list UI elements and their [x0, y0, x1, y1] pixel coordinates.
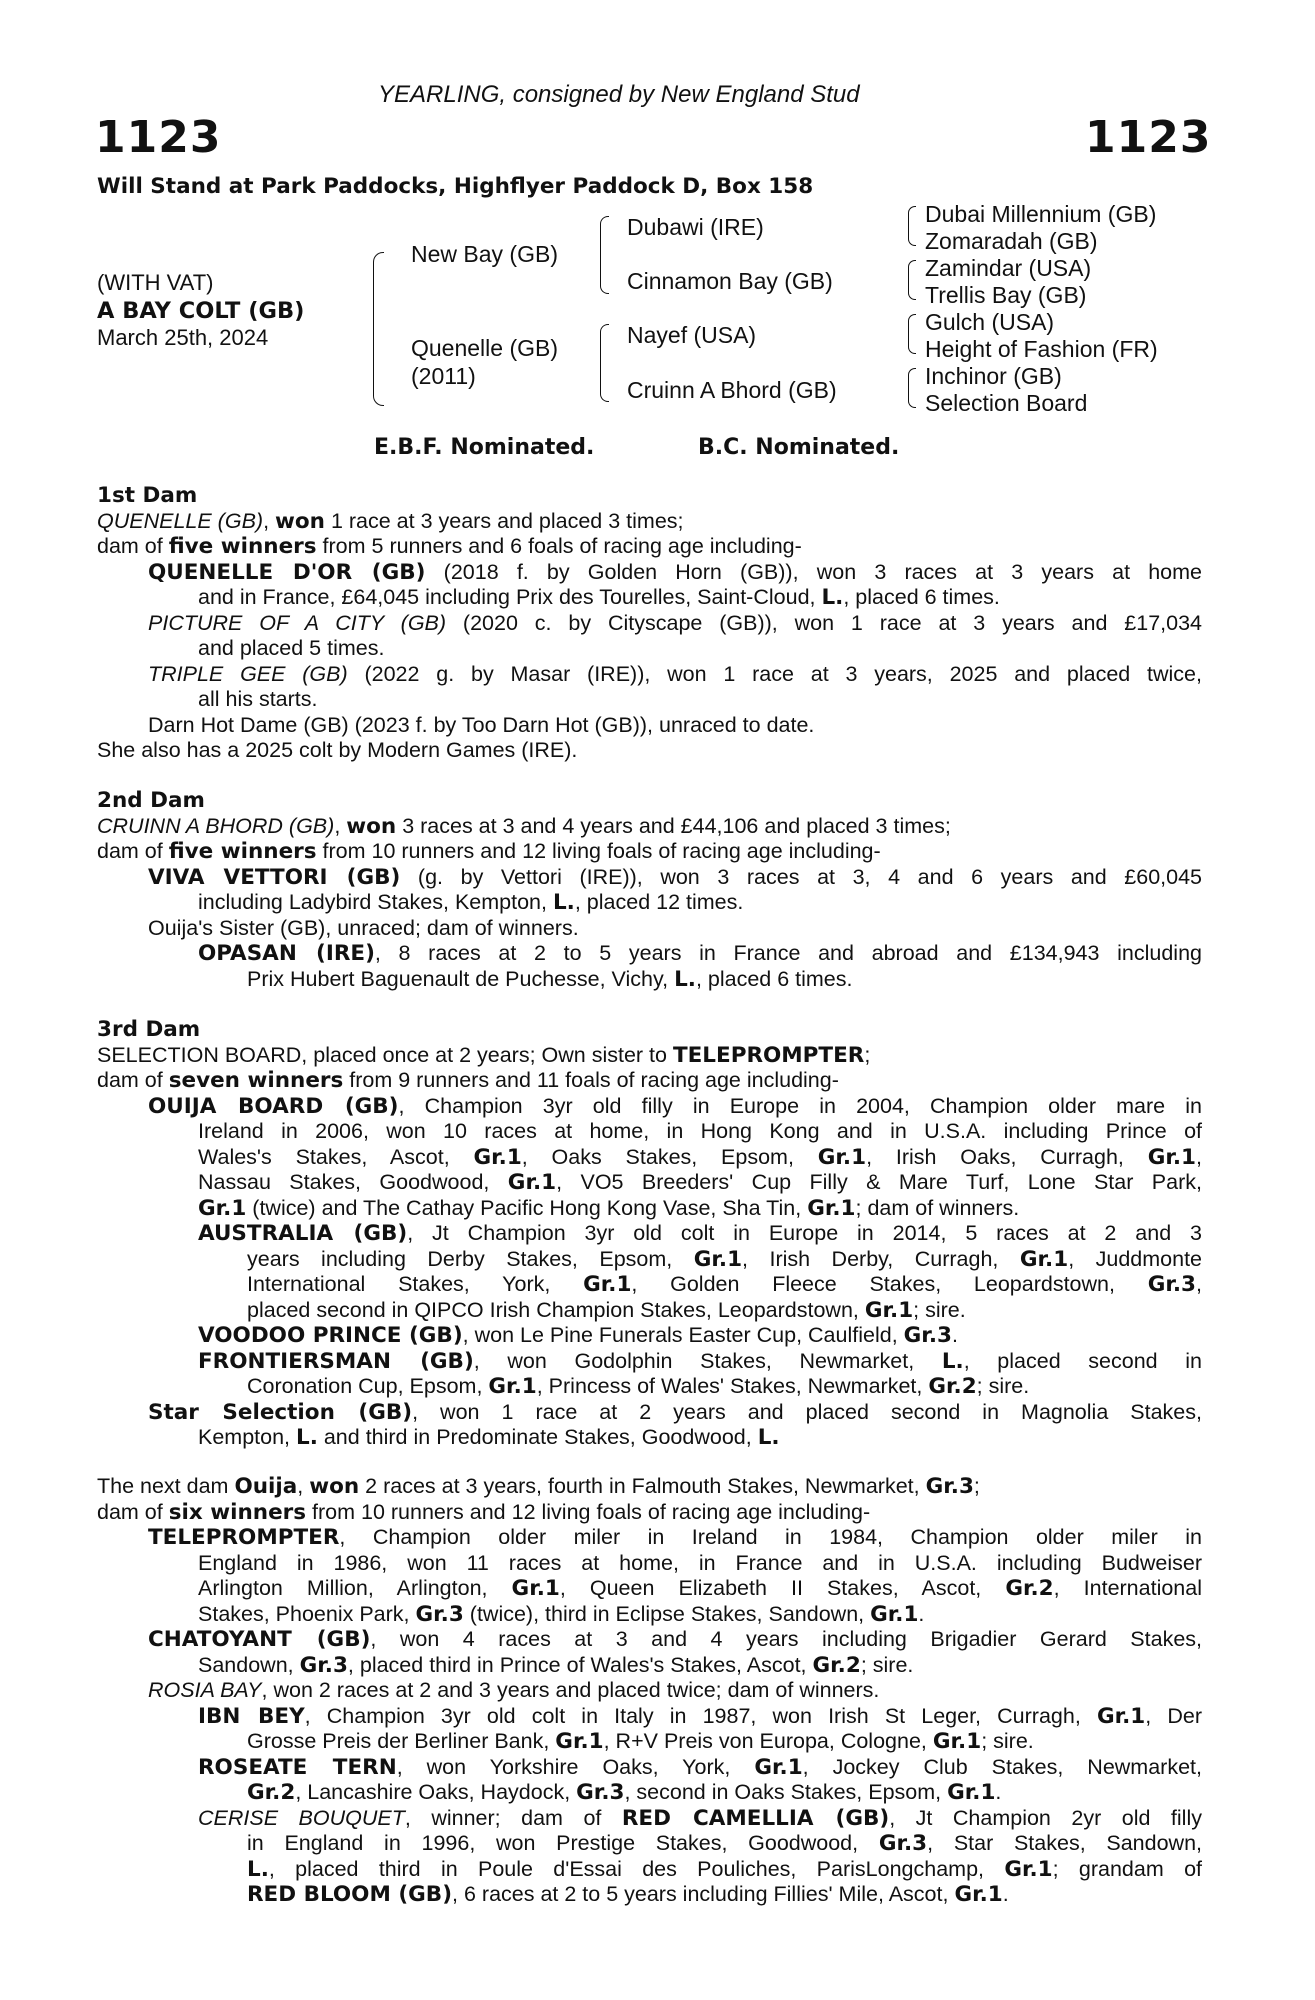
text: L.: [552, 890, 575, 915]
produce-entry-cont: [97, 1780, 1202, 1806]
sire: New Bay (GB): [411, 241, 558, 267]
text: She also has a 2025 colt by Modern Games (IRE).: [97, 738, 578, 762]
text: , won Yorkshire Oaks, York,: [396, 1754, 755, 1779]
produce-entry-cont: [97, 1425, 1202, 1451]
text: , Princess of Wales' Stakes, Newmarket,: [536, 1374, 929, 1398]
text: Gr.1: [807, 1195, 856, 1221]
text: 1 race at 3 years and placed 3 times;: [324, 508, 684, 533]
text: Nassau Stakes, Goodwood,: [198, 1170, 508, 1194]
text: from 10 runners and 12 living foals of racing age including-: [316, 839, 881, 863]
text: , Juddmonte: [1068, 1246, 1203, 1271]
text: including Ladybird Stakes, Kempton,: [198, 890, 553, 914]
text: ,: [334, 813, 347, 838]
produce-entry-cont: [97, 1298, 1202, 1324]
produce-entry: [97, 611, 1202, 637]
produce-entry-cont: [97, 1882, 1202, 1908]
produce-entry-cont: [97, 1576, 1202, 1602]
produce-entry: [97, 1221, 1202, 1247]
text: Gr.3: [903, 1323, 952, 1348]
horse-name: TELEPROMPTER: [672, 1042, 865, 1068]
text: and placed 5 times.: [198, 636, 385, 660]
produce-entry-cont: [97, 967, 1202, 993]
text: ,: [1196, 1144, 1202, 1169]
text: Gr.1: [817, 1144, 867, 1170]
dd-brace: [908, 368, 916, 408]
produce-entry-cont: [97, 1831, 1202, 1857]
text: Gr.1: [693, 1246, 743, 1272]
produce-entry: [97, 916, 1202, 942]
produce-entry: [97, 1755, 1202, 1781]
text: , winner; dam of: [404, 1805, 622, 1830]
dam-brace: [600, 324, 609, 402]
produce-entry: [97, 1094, 1202, 1120]
text: Gr.3: [878, 1831, 928, 1856]
sire-sire: Dubawi (IRE): [627, 214, 764, 240]
dam-name: QUENELLE (GB): [97, 508, 264, 533]
horse-name: Star Selection (GB): [148, 1399, 413, 1425]
text: (twice), third in Eclipse Stakes, Sandown,: [463, 1601, 871, 1626]
text: from 10 runners and 12 living foals of racing age including-: [306, 1499, 871, 1524]
foaling-date: March 25th, 2024: [97, 325, 269, 350]
text: Gr.1: [947, 1780, 996, 1805]
section-heading: 1st Dam: [97, 483, 198, 508]
produce-entry-cont: [97, 636, 1202, 662]
produce-entry-cont: [97, 1551, 1202, 1577]
text: ; sire.: [860, 1652, 914, 1677]
text: five winners: [168, 534, 317, 559]
text: Arlington Million, Arlington,: [198, 1576, 512, 1600]
horse-name: ROSEATE TERN: [198, 1754, 397, 1780]
lot-number-left: 1123: [95, 112, 222, 163]
consignment-subtitle: YEARLING, consigned by New England Stud: [378, 81, 860, 108]
ddd: Selection Board: [925, 390, 1088, 416]
text: years including Derby Stakes, Epsom,: [247, 1246, 694, 1271]
text: L.: [296, 1425, 318, 1450]
text: (2020 c. by Cityscape (GB)), won 1 race at 3 years and £17,034: [446, 610, 1202, 635]
text: Stakes, Phoenix Park,: [198, 1601, 416, 1626]
second-dam-section: [97, 788, 1202, 992]
text: 2 races at 3 years, fourth in Falmouth Stakes, Newmarket,: [359, 1474, 926, 1498]
produce-entry: [97, 713, 1202, 739]
fourth-dam-section: [97, 1474, 1202, 1908]
horse-name: RED BLOOM (GB): [247, 1882, 453, 1907]
produce-entry-cont: [97, 1247, 1202, 1273]
produce-entry: [97, 1525, 1202, 1551]
produce-entry: [97, 1400, 1202, 1426]
text: , Irish Derby, Curragh,: [742, 1246, 1020, 1271]
horse-name: TELEPROMPTER: [148, 1525, 340, 1550]
text: , Der: [1145, 1703, 1202, 1728]
text: won: [309, 1474, 360, 1499]
produce-line: [97, 1500, 1202, 1526]
text: six winners: [168, 1499, 307, 1525]
sire-brace: [600, 216, 609, 294]
produce-entry-cont: [97, 1653, 1202, 1679]
produce-entry: [97, 1627, 1202, 1653]
text: , Champion 3yr old filly in Europe in 2004, Champion older mare in: [398, 1093, 1202, 1118]
produce-note: [97, 738, 1202, 764]
text: in England in 1996, won Prestige Stakes, Goodwood,: [247, 1831, 879, 1855]
text: Gr.1: [954, 1882, 1003, 1907]
dam-line: [97, 1043, 1202, 1069]
text: (g. by Vettori (IRE)), won 3 races at 3, 4 and 6 years and £60,045: [400, 864, 1202, 889]
text: Gr.2: [247, 1780, 296, 1805]
text: Sandown,: [198, 1652, 300, 1677]
text: and in France, £64,045 including Prix des Tourelles, Saint-Cloud,: [198, 585, 822, 609]
text: five winners: [168, 839, 317, 864]
text: Gr.1: [507, 1170, 557, 1195]
dam-dam: Cruinn A Bhord (GB): [627, 377, 837, 403]
text: Gr.1: [473, 1144, 522, 1170]
first-dam-section: [97, 483, 1202, 764]
produce-entry-cont: [97, 1196, 1202, 1222]
text: dam of: [97, 839, 169, 863]
text: , Lancashire Oaks, Haydock,: [295, 1780, 577, 1804]
text: from 9 runners and 11 foals of racing age including-: [343, 1068, 839, 1092]
stand-location: Will Stand at Park Paddocks, Highflyer Paddock D, Box 158: [97, 174, 814, 199]
produce-entry: [97, 941, 1202, 967]
text: ;: [973, 1474, 980, 1498]
text: ; sire.: [981, 1729, 1034, 1753]
text: , second in Oaks Stakes, Epsom,: [624, 1780, 948, 1804]
text: (2022 g. by Masar (IRE)), won 1 race at 3 years, 2025 and placed twice,: [347, 661, 1202, 686]
text: L.: [757, 1425, 780, 1450]
text: .: [951, 1323, 958, 1347]
produce-entry: [97, 1806, 1202, 1832]
produce-entry-cont: [97, 687, 1202, 713]
horse-name: A BAY COLT (GB): [97, 298, 305, 324]
vat-label: (WITH VAT): [97, 270, 214, 295]
text: , won 1 race at 2 years and placed second in Magnolia Stakes,: [412, 1399, 1202, 1424]
text: all his starts.: [198, 687, 318, 711]
text: , placed third in Poule d'Essai des Pouliches, ParisLongchamp,: [268, 1856, 1005, 1881]
text: Gr.1: [754, 1754, 803, 1780]
dam: Quenelle (GB): [411, 335, 559, 361]
text: Gr.2: [812, 1652, 861, 1678]
text: ,: [1196, 1272, 1202, 1296]
text: , won 4 races at 3 and 4 years including Brigadier Gerard Stakes,: [370, 1627, 1202, 1651]
text: Ireland in 2006, won 10 races at home, in Hong Kong and in U.S.A. including Prince of: [198, 1119, 1202, 1143]
text: Gr.1: [1004, 1856, 1053, 1882]
section-heading: 3rd Dam: [97, 1017, 201, 1042]
horse-name: OUIJA BOARD (GB): [148, 1093, 399, 1119]
text: International Stakes, York,: [247, 1272, 584, 1296]
produce-line: [97, 534, 1202, 560]
dam-sire: Nayef (USA): [627, 322, 757, 348]
lot-number-right: 1123: [1085, 112, 1212, 163]
text: Gr.1: [1147, 1144, 1196, 1170]
text: dam of: [97, 1499, 169, 1524]
text: , placed 6 times.: [843, 585, 1000, 609]
text: and third in Predominate Stakes, Goodwood,: [317, 1425, 758, 1449]
dam-name: Ouija: [234, 1474, 298, 1499]
text: Gr.1: [198, 1195, 247, 1221]
produce-line: [97, 1068, 1202, 1094]
text: , Star Stakes, Sandown,: [927, 1831, 1202, 1855]
text: , won Le Pine Funerals Easter Cup, Caulfield,: [462, 1323, 904, 1347]
sd-brace: [908, 260, 916, 300]
produce-entry-cont: [97, 585, 1202, 611]
horse-name: RED CAMELLIA (GB): [621, 1805, 890, 1831]
horse-name: QUENELLE D'OR (GB): [148, 559, 426, 585]
text: Gr.3: [576, 1780, 625, 1805]
ss-brace: [908, 206, 916, 246]
produce-entry: [97, 1678, 1202, 1704]
text: Darn Hot Dame (GB) (2023 f. by Too Darn Hot (GB)), unraced to date.: [148, 712, 815, 737]
text: L.: [821, 585, 844, 610]
text: dam of: [97, 1068, 169, 1092]
dam-line: [97, 509, 1202, 535]
dss: Gulch (USA): [925, 309, 1055, 335]
text: Gr.1: [1019, 1246, 1069, 1272]
text: dam of: [97, 534, 169, 558]
horse-name: VOODOO PRINCE (GB): [198, 1323, 463, 1348]
text: Coronation Cup, Epsom,: [247, 1374, 489, 1398]
text: England in 1986, won 11 races at home, in France and in U.S.A. including Budweiser: [198, 1550, 1202, 1575]
text: won: [346, 813, 397, 839]
text: Gr.2: [1005, 1576, 1054, 1601]
text: , Jt Champion 2yr old filly: [889, 1805, 1202, 1830]
dam-year: (2011): [411, 363, 476, 389]
produce-entry: [97, 1704, 1202, 1730]
text: Gr.1: [932, 1729, 982, 1754]
sss: Dubai Millennium (GB): [925, 201, 1157, 227]
produce-entry-cont: [97, 1272, 1202, 1298]
text: .: [918, 1601, 925, 1626]
produce-entry: [97, 1323, 1202, 1349]
text: , Champion older miler in Ireland in 1984, Champion older miler in: [339, 1525, 1202, 1549]
produce-entry-cont: [97, 890, 1202, 916]
horse-name: TRIPLE GEE (GB): [148, 661, 348, 686]
produce-entry-cont: [97, 1857, 1202, 1883]
text: Gr.3: [1147, 1272, 1197, 1297]
section-heading: 2nd Dam: [97, 788, 205, 813]
text: , Golden Fleece Stakes, Leopardstown,: [631, 1272, 1148, 1296]
text: Gr.1: [870, 1601, 919, 1627]
dsd: Height of Fashion (FR): [925, 336, 1158, 362]
produce-entry-cont: [97, 1170, 1202, 1196]
text: Grosse Preis der Berliner Bank,: [247, 1729, 556, 1753]
horse-name: CHATOYANT (GB): [148, 1627, 371, 1652]
ebf-nomination: E.B.F. Nominated.: [374, 435, 595, 460]
text: Gr.1: [1096, 1703, 1146, 1729]
text: , VO5 Breeders' Cup Filly & Mare Turf, Lone Star Park,: [556, 1170, 1202, 1194]
text: Gr.1: [555, 1729, 604, 1754]
bc-nomination: B.C. Nominated.: [698, 435, 900, 460]
text: , won 2 races at 2 and 3 years and placed twice; dam of winners.: [261, 1678, 880, 1702]
text: (2018 f. by Golden Horn (GB)), won 3 races at 3 years at home: [425, 559, 1203, 584]
text: , placed 6 times.: [695, 966, 853, 991]
text: from 5 runners and 6 foals of racing age including-: [316, 534, 802, 558]
text: , Jockey Club Stakes, Newmarket,: [802, 1754, 1202, 1779]
text: , Jt Champion 3yr old colt in Europe in 2014, 5 races at 2 and 3: [407, 1221, 1202, 1245]
text: , placed second in: [963, 1348, 1202, 1373]
text: L.: [674, 966, 696, 992]
text: ;: [864, 1042, 871, 1067]
ssd: Zomaradah (GB): [925, 228, 1098, 254]
horse-name: AUSTRALIA (GB): [198, 1221, 408, 1246]
text: ,: [263, 508, 276, 533]
text: ; sire.: [913, 1297, 966, 1322]
text: , won Godolphin Stakes, Newmarket,: [473, 1348, 942, 1373]
produce-entry-cont: [97, 1145, 1202, 1171]
text: Gr.1: [583, 1272, 632, 1297]
text: , International: [1053, 1576, 1202, 1600]
produce-entry-cont: [97, 1374, 1202, 1400]
text: SELECTION BOARD, placed once at 2 years; Own sister to: [97, 1042, 673, 1067]
sire-dam: Cinnamon Bay (GB): [627, 268, 833, 294]
dam-name: CRUINN A BHORD (GB): [97, 813, 335, 838]
text: , 6 races at 2 to 5 years including Fillies' Mile, Ascot,: [452, 1882, 955, 1906]
text: seven winners: [168, 1068, 344, 1093]
text: won: [275, 508, 325, 534]
text: , Champion 3yr old colt in Italy in 1987, won Irish St Leger, Curragh,: [304, 1703, 1097, 1728]
text: Gr.3: [299, 1652, 348, 1678]
horse-name: VIVA VETTORI (GB): [148, 864, 401, 890]
text: 3 races at 3 and 4 years and £44,106 and placed 3 times;: [396, 813, 951, 838]
text: Gr.3: [925, 1474, 974, 1499]
horse-name: CERISE BOUQUET: [198, 1805, 405, 1830]
produce-entry: [97, 560, 1202, 586]
text: ; grandam of: [1052, 1856, 1202, 1881]
horse-name: IBN BEY: [198, 1703, 305, 1729]
produce-entry: [97, 662, 1202, 688]
text: Wales's Stakes, Ascot,: [198, 1144, 474, 1169]
text: (twice) and The Cathay Pacific Hong Kong Vase, Sha Tin,: [246, 1195, 808, 1220]
text: placed second in QIPCO Irish Champion Stakes, Leopardstown,: [247, 1297, 865, 1322]
dds: Inchinor (GB): [925, 363, 1062, 389]
horse-name: OPASAN (IRE): [198, 941, 375, 966]
text: Gr.2: [928, 1374, 977, 1399]
gen1-brace: [373, 252, 384, 406]
text: , placed 12 times.: [574, 890, 744, 914]
text: Gr.1: [511, 1576, 560, 1601]
text: ,: [297, 1474, 310, 1498]
text: L.: [941, 1348, 964, 1374]
text: ; sire.: [976, 1374, 1030, 1398]
third-dam-section: [97, 1017, 1202, 1451]
dam-line: [97, 814, 1202, 840]
text: Kempton,: [198, 1425, 296, 1449]
text: Gr.3: [415, 1601, 464, 1627]
text: ; dam of winners.: [855, 1195, 1020, 1220]
text: , R+V Preis von Europa, Cologne,: [603, 1729, 933, 1753]
horse-name: PICTURE OF A CITY (GB): [148, 610, 447, 635]
text: The next dam: [97, 1474, 235, 1498]
text: .: [995, 1780, 1002, 1804]
produce-entry-cont: [97, 1119, 1202, 1145]
text: Gr.1: [864, 1297, 914, 1323]
ds-brace: [908, 314, 916, 354]
produce-entry: [97, 865, 1202, 891]
produce-entry-cont: [97, 1729, 1202, 1755]
text: Ouija's Sister (GB), unraced; dam of winners.: [148, 915, 579, 940]
text: .: [1002, 1882, 1009, 1906]
text: , Queen Elizabeth II Stakes, Ascot,: [559, 1576, 1006, 1600]
text: Prix Hubert Baguenault de Puchesse, Vichy,: [247, 966, 675, 991]
produce-entry: [97, 1349, 1202, 1375]
text: L.: [247, 1856, 269, 1882]
sdd: Trellis Bay (GB): [925, 282, 1087, 308]
text: , Irish Oaks, Curragh,: [866, 1144, 1148, 1169]
dam-line: [97, 1474, 1202, 1500]
produce-entry-cont: [97, 1602, 1202, 1628]
text: , Oaks Stakes, Epsom,: [521, 1144, 818, 1169]
sds: Zamindar (USA): [925, 255, 1092, 281]
text: , placed third in Prince of Wales's Stakes, Ascot,: [347, 1652, 813, 1677]
horse-name: ROSIA BAY: [148, 1678, 262, 1702]
text: , 8 races at 2 to 5 years in France and abroad and £134,943 including: [374, 941, 1202, 965]
produce-line: [97, 839, 1202, 865]
text: Gr.1: [488, 1374, 537, 1399]
horse-name: FRONTIERSMAN (GB): [198, 1348, 474, 1374]
